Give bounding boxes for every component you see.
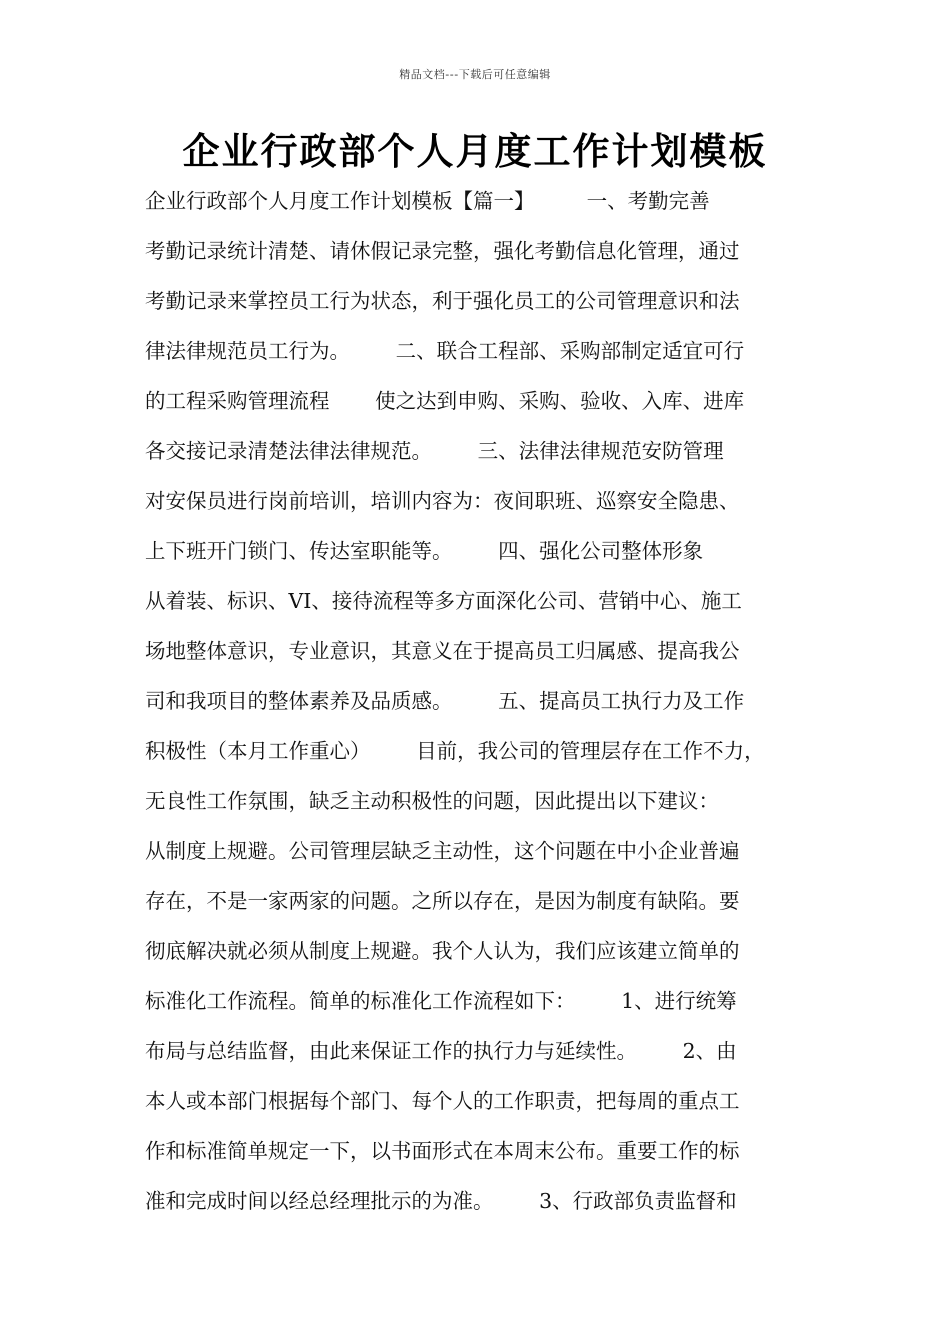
body-line: 作和标准简单规定一下，以书面形式在本周末公布。重要工作的标: [145, 1139, 740, 1163]
header-note: 精品文档---下载后可任意编辑: [399, 68, 551, 81]
body-line: 的工程采购管理流程 使之达到申购、采购、验收、入库、进库: [145, 389, 745, 413]
body-line: 从着装、标识、VI、接待流程等多方面深化公司、营销中心、施工: [145, 589, 742, 613]
body-line: 彻底解决就必须从制度上规避。我个人认为，我们应该建立简单的: [145, 939, 740, 963]
body-line: 场地整体意识，专业意识，其意义在于提高员工归属感、提高我公: [145, 639, 740, 663]
body-line: 积极性（本月工作重心） 目前，我公司的管理层存在工作不力，: [145, 739, 765, 763]
document-body: [145, 180, 845, 1230]
body-line: 上下班开门锁门、传达室职能等。 四、强化公司整体形象: [145, 539, 704, 563]
body-line: 律法律规范员工行为。 二、联合工程部、采购部制定适宜可行: [145, 339, 745, 363]
document-title: 企业行政部个人月度工作计划模板: [182, 130, 768, 173]
body-line: 准和完成时间以经总经理批示的为准。 3、行政部负责监督和: [145, 1189, 737, 1213]
body-line: 标准化工作流程。简单的标准化工作流程如下： 1、进行统筹: [145, 989, 737, 1013]
body-line: 企业行政部个人月度工作计划模板【篇一】 一、考勤完善: [145, 189, 710, 213]
body-line: 从制度上规避。公司管理层缺乏主动性，这个问题在中小企业普遍: [145, 839, 740, 863]
body-line: 布局与总结监督，由此来保证工作的执行力与延续性。 2、由: [145, 1039, 737, 1063]
body-line: 考勤记录来掌控员工行为状态，利于强化员工的公司管理意识和法: [145, 289, 740, 313]
body-line: 无良性工作氛围，缺乏主动积极性的问题，因此提出以下建议：: [145, 789, 719, 813]
body-line: 各交接记录清楚法律法律规范。 三、法律法律规范安防管理: [145, 439, 724, 463]
body-line: 对安保员进行岗前培训，培训内容为：夜间职班、巡察安全隐患、: [145, 489, 740, 513]
body-line: 司和我项目的整体素养及品质感。 五、提高员工执行力及工作: [145, 689, 745, 713]
body-line: 存在，不是一家两家的问题。之所以存在，是因为制度有缺陷。要: [145, 889, 740, 913]
body-line: 本人或本部门根据每个部门、每个人的工作职责，把每周的重点工: [145, 1089, 740, 1113]
body-line: 考勤记录统计清楚、请休假记录完整，强化考勤信息化管理，通过: [145, 239, 740, 263]
